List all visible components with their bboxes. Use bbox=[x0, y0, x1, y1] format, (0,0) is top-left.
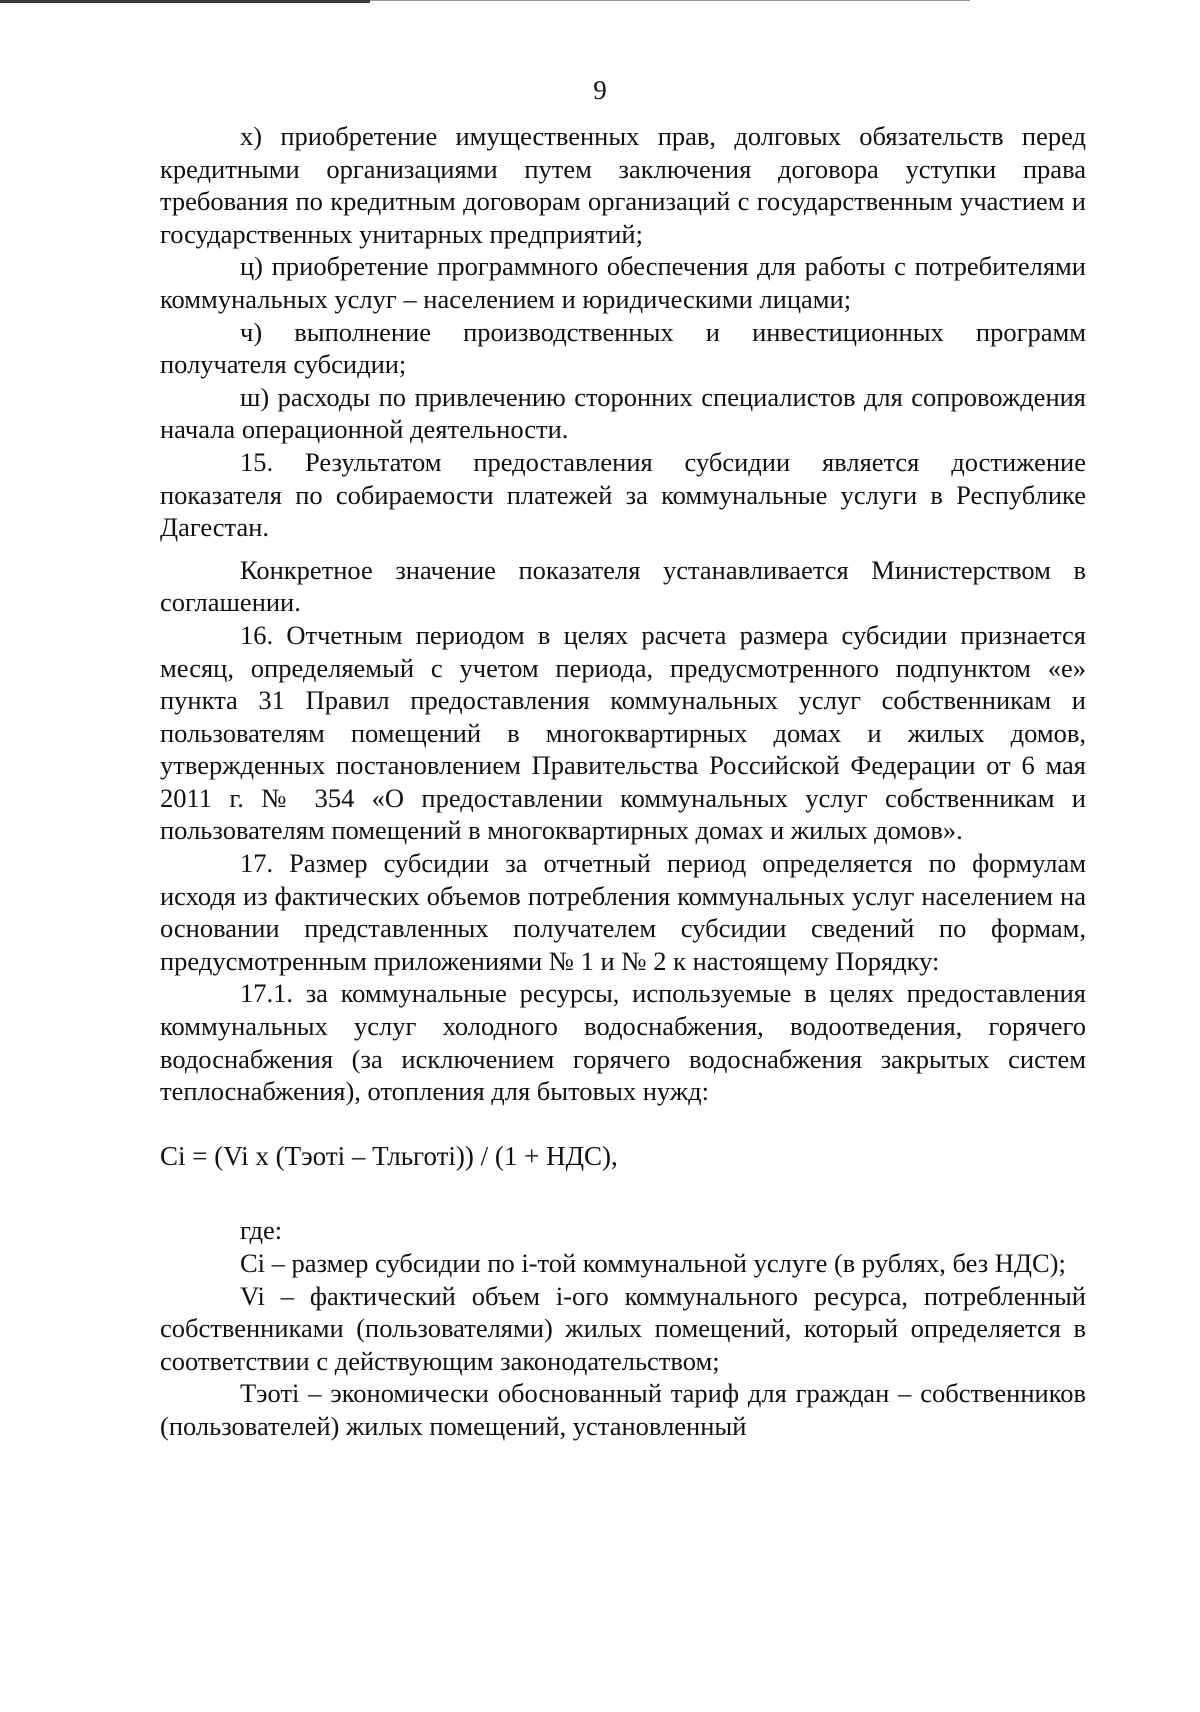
paragraph-item-ch: ч) выполнение производственных и инвестиционных программ получателя субсидии; bbox=[160, 316, 1086, 380]
paragraph-clause-17: 17. Размер субсидии за отчетный период определяется по формулам исходя из фактических объемов потребления коммунальных услуг населением на основании представленных получателем субсидии сведений по формам, предусмотренным приложениями № 1 и № 2 к настоящему Порядку: bbox=[160, 848, 1086, 976]
paragraph-item-sh: ш) расходы по привлечению сторонних специалистов для сопровождения начала операционной деятельности. bbox=[160, 381, 1086, 445]
definition-ci: Ci – размер субсидии по i-той коммунальной услуге (в рублях, без НДС); bbox=[240, 1248, 1066, 1278]
paragraph-clause-17-1: 17.1. за коммунальные ресурсы, используемые в целях предоставления коммунальных услуг холодного водоснабжения, водоотведения, горячего водоснабжения (за исключением горячего водоснабжения закрытых систем теплоснабжения), отопления для бытовых нужд: bbox=[160, 978, 1086, 1107]
subsidy-formula: Ci = (Vi x (Тэотi – Тльготi)) / (1 + НДС), bbox=[160, 1140, 618, 1171]
definition-teoti: Тэотi – экономически обоснованный тариф для граждан – собственников (пользователей) жилых помещений, установленный bbox=[160, 1378, 1086, 1441]
paragraph-clause-16: 16. Отчетным периодом в целях расчета размера субсидии признается месяц, определяемый с учетом периода, предусмотренного подпунктом «е» пункта 31 Правил предоставления коммунальных услуг собственникам и пользователям помещений в многоквартирных домах и жилых домов, утвержденных постановлением Правительства Российской Федерации от 6 мая 2011 г. № 354 «О предоставлении коммунальных услуг собственникам и пользователям помещений в многоквартирных домах и жилых домов». bbox=[160, 619, 1086, 846]
definition-vi: Vi – фактический объем i-ого коммунального ресурса, потребленный собственниками (пользователями) жилых помещений, который определяется в соответствии с действующим законодательством; bbox=[160, 1280, 1086, 1376]
document-body bbox=[160, 120, 1086, 1443]
scan-edge-line-faint bbox=[370, 0, 970, 1]
paragraph-indicator-value: Конкретное значение показателя устанавливается Министерством в соглашении. bbox=[160, 554, 1086, 618]
paragraph-item-kh: х) приобретение имущественных прав, долговых обязательств перед кредитными организациями путем заключения договора уступки права требования по кредитным договорам организаций с государственным участием и государственных унитарных предприятий; bbox=[160, 121, 1086, 249]
scan-edge-line bbox=[0, 0, 370, 3]
paragraph-item-ts: ц) приобретение программного обеспечения для работы с потребителями коммунальных услуг – населением и юридическими лицами; bbox=[160, 251, 1086, 314]
paragraph-clause-15: 15. Результатом предоставления субсидии является достижение показателя по собираемости платежей за коммунальные услуги в Республике Дагестан. bbox=[160, 446, 1086, 543]
definition-where: где: bbox=[240, 1215, 283, 1246]
page-number: 9 bbox=[593, 75, 607, 105]
